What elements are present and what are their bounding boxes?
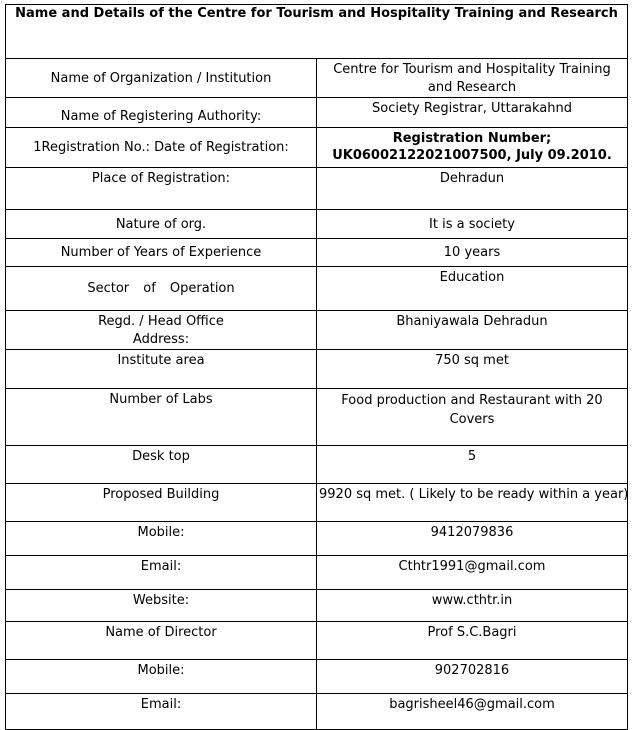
table-row	[6, 660, 628, 694]
table-row	[6, 168, 628, 210]
label-cell: Institute area	[6, 350, 317, 389]
table-row	[6, 556, 628, 590]
value-cell: It is a society	[317, 210, 628, 239]
label-cell: Name of Director	[6, 622, 317, 660]
value-cell: Dehradun	[317, 168, 628, 210]
title-row	[6, 5, 628, 59]
label-cell: Proposed Building	[6, 484, 317, 522]
label-cell: Name of Registering Authority:	[6, 98, 317, 128]
label-line: Regd. / Head Office	[98, 314, 224, 329]
label-cell: Place of Registration:	[6, 168, 317, 210]
label-cell: Sector of Operation	[6, 267, 317, 311]
value-cell: 5	[317, 446, 628, 484]
table-row	[6, 484, 628, 522]
details-table	[5, 4, 628, 730]
label-cell	[6, 311, 317, 350]
value-cell: Society Registrar, Uttarakahnd	[317, 98, 628, 128]
label-cell: Number of Labs	[6, 389, 317, 446]
label-cell: Desk top	[6, 446, 317, 484]
table-row	[6, 267, 628, 311]
table-row	[6, 98, 628, 128]
value-cell: Prof S.C.Bagri	[317, 622, 628, 660]
value-cell: Bhaniyawala Dehradun	[317, 311, 628, 350]
label-cell: Mobile:	[6, 660, 317, 694]
label-cell: Name of Organization / Institution	[6, 59, 317, 98]
label-cell: 1Registration No.: Date of Registration:	[6, 128, 317, 168]
table-row	[6, 522, 628, 556]
label-cell: Number of Years of Experience	[6, 239, 317, 267]
table-row	[6, 389, 628, 446]
label-cell: Website:	[6, 590, 317, 622]
table-title: Name and Details of the Centre for Tourism and Hospitality Training and Research	[6, 5, 628, 59]
label-cell: Mobile:	[6, 522, 317, 556]
value-cell: 902702816	[317, 660, 628, 694]
value-cell: Education	[317, 267, 628, 311]
table-row	[6, 311, 628, 350]
table-row	[6, 446, 628, 484]
value-cell: 750 sq met	[317, 350, 628, 389]
label-line: Address:	[132, 332, 190, 347]
table-row	[6, 210, 628, 239]
value-cell: Cthtr1991@gmail.com	[317, 556, 628, 590]
label-cell: Nature of org.	[6, 210, 317, 239]
value-cell: 9412079836	[317, 522, 628, 556]
table-row	[6, 128, 628, 168]
table-row	[6, 590, 628, 622]
table-row	[6, 59, 628, 98]
table-row	[6, 350, 628, 389]
table-row	[6, 622, 628, 660]
value-cell: 9920 sq met. ( Likely to be ready within a year)	[317, 484, 628, 522]
table-row	[6, 239, 628, 267]
value-cell: www.cthtr.in	[317, 590, 628, 622]
value-cell: Food production and Restaurant with 20 Covers	[317, 389, 628, 446]
table-row	[6, 694, 628, 730]
value-cell: Registration Number; UK06002122021007500, July 09.2010.	[317, 128, 628, 168]
value-cell: bagrisheel46@gmail.com	[317, 694, 628, 730]
label-cell: Email:	[6, 556, 317, 590]
value-cell: 10 years	[317, 239, 628, 267]
label-cell: Email:	[6, 694, 317, 730]
corner-mark: ⁱ	[1, 0, 3, 8]
value-cell: Centre for Tourism and Hospitality Training and Research	[317, 59, 628, 98]
